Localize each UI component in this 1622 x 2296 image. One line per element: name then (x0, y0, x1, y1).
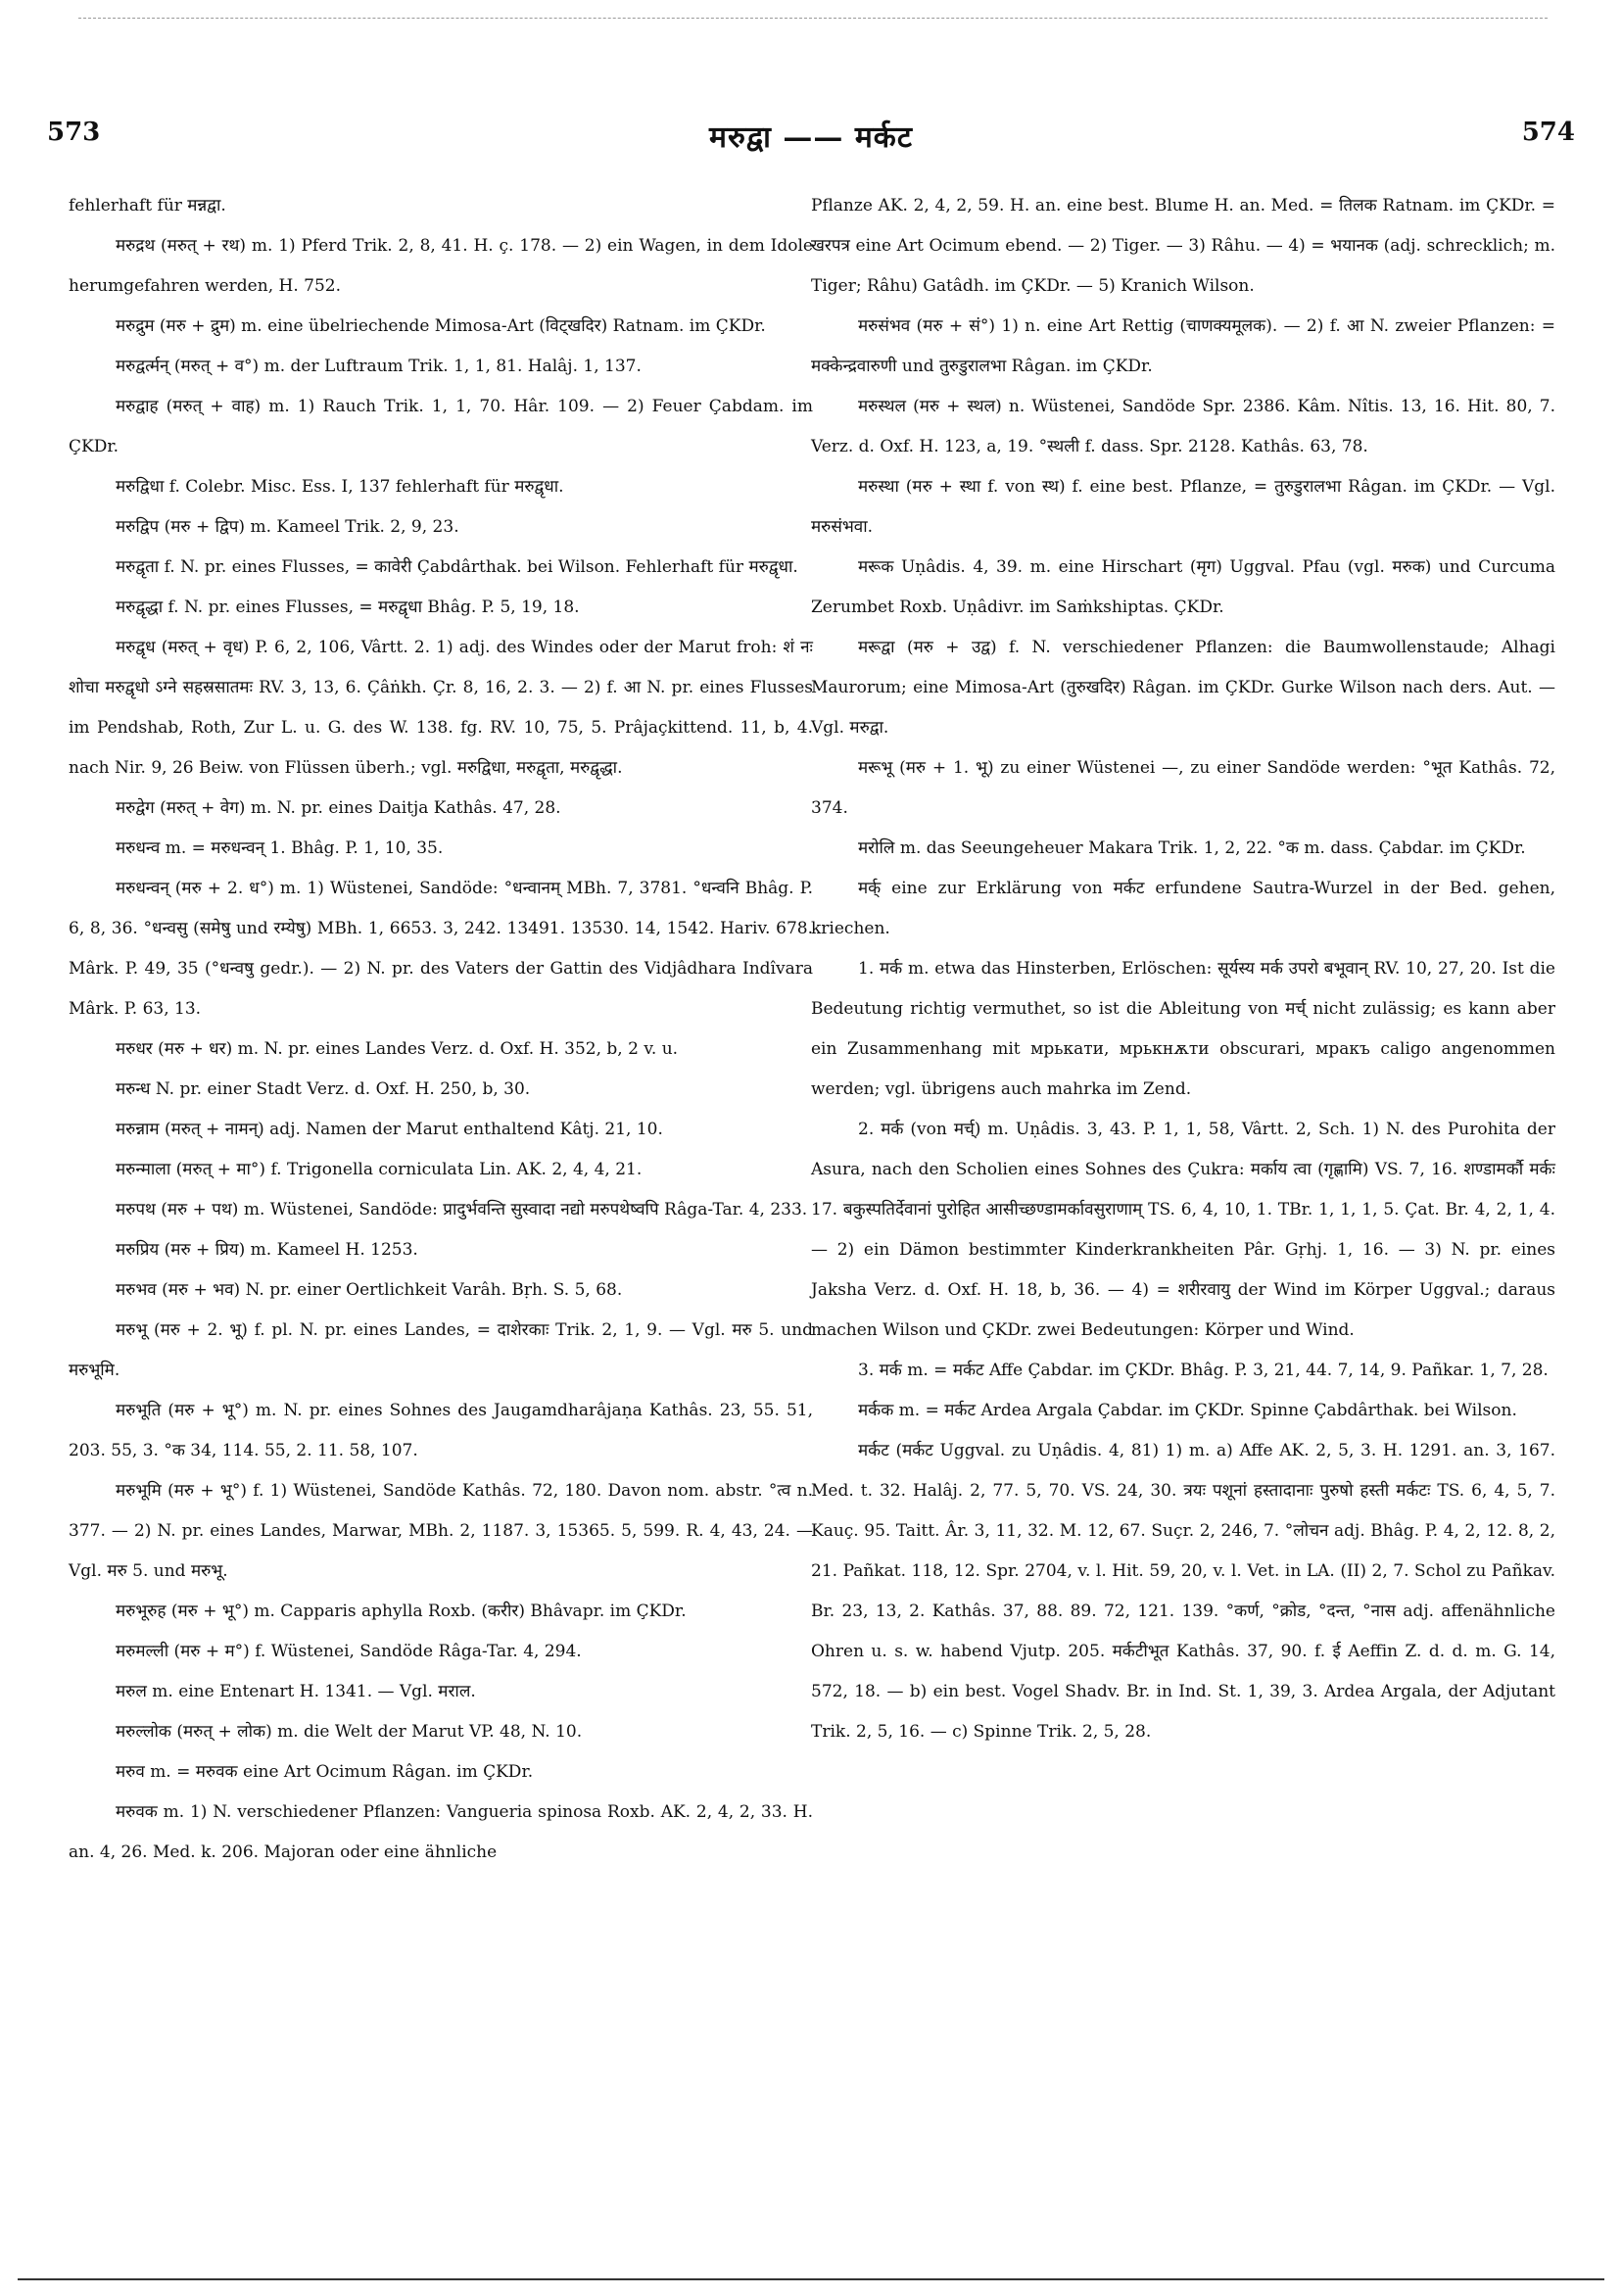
dictionary-entry: मरुधर (मरु + धर) m. N. pr. eines Landes Verz. d. Oxf. H. 352, b, 2 v. u. (116, 1039, 679, 1059)
dictionary-entry: मरुधन्व m. = मरुधन्वन् 1. Bhâg. P. 1, 10, 35. (116, 838, 444, 858)
dictionary-entry: 2. मर्क (von मर्च्) m. Uṇâdis. 3, 43. P. 1, 1, 58, Vârtt. 2, Sch. 1) N. des Purohita der Asura, nach den Scholien eines Sohnes des Çukra: मर्काय त्वा (गृह्णामि) VS. 7, 16. शण्डामर्कौ मर्कः 17. बकुस्पतिर्देवानां पुरोहित आसीच्छण्डामर्कावसुराणाम् TS. 6, 4, 10, 1. TBr. 1, 1, 1, 5. Çat. Br. 4, 2, 1, 4. — 2) ein Dämon bestimmter Kinderkrankheiten Pâr. Gṛhj. 1, 16. — 3) N. pr. eines Jaksha Verz. d. Oxf. H. 18, b, 36. — 4) = शरीरवायु der Wind im Körper Uggval.; daraus machen Wilson und ÇKDr. zwei Bedeutungen: Körper und Wind. (811, 1120, 1555, 1340)
dictionary-entry: Pflanze AK. 2, 4, 2, 59. H. an. eine best. Blume H. an. Med. = तिलक Ratnam. im ÇKDr. = खरपत्र eine Art Ocimum ebend. — 2) Tiger. — 3) Râhu. — 4) = भयानक (adj. schrecklich; m. Tiger; Râhu) Gatâdh. im ÇKDr. — 5) Kranich Wilson. (811, 196, 1555, 296)
bottom-scan-rule (18, 2278, 1604, 2280)
dictionary-entry: मरुस्था (मरु + स्था f. von स्थ) f. eine best. Pflanze, = तुरुडुरालभा Râgan. im ÇKDr. — Vgl. मरुसंभवा. (811, 477, 1555, 537)
dictionary-entry: मरुद्वृद्धा f. N. pr. eines Flusses, = मरुद्वृधा Bhâg. P. 5, 19, 18. (116, 598, 580, 617)
dictionary-entry: मरुद्रुम (मरु + द्रुम) m. eine übelriechende Mimosa-Art (विट्खदिर) Ratnam. im ÇKDr. (116, 316, 766, 336)
dictionary-entry: मरोलि m. das Seeungeheuer Makara Trik. 1, 2, 22. °क m. dass. Çabdar. im ÇKDr. (858, 838, 1526, 858)
dictionary-entry: मरुद्वृध (मरुत् + वृध) P. 6, 2, 106, Vârtt. 2. 1) adj. des Windes oder der Marut froh: शं नः शोचा मरुद्वृधो ऽग्ने सहस्रसातमः RV. 3, 13, 6. Çâṅkh. Çr. 8, 16, 2. 3. — 2) f. आ N. pr. eines Flusses im Pendshab, Roth, Zur L. u. G. des W. 138. fg. RV. 10, 75, 5. Prâjaçkittend. 11, b, 4. nach Nir. 9, 26 Beiw. von Flüssen überh.; vgl. मरुद्विधा, मरुद्वृता, मरुद्वृद्धा. (69, 638, 813, 778)
dictionary-entry: मरुमल्ली (मरु + म°) f. Wüstenei, Sandöde Râga-Tar. 4, 294. (116, 1642, 582, 1661)
dictionary-entry: मरुन्माला (मरुत् + मा°) f. Trigonella corniculata Lin. AK. 2, 4, 4, 21. (116, 1160, 643, 1179)
dictionary-entry: मरूद्वा (मरु + उद्व) f. N. verschiedener Pflanzen: die Baumwollenstaude; Alhagi Maurorum; eine Mimosa-Art (तुरुखदिर) Râgan. im ÇKDr. Gurke Wilson nach ders. Aut. — Vgl. मरुद्वा. (811, 638, 1555, 738)
dictionary-entry: मर्क् eine zur Erklärung von मर्कट erfundene Sautra-Wurzel in der Bed. gehen, kriechen. (811, 879, 1555, 938)
dictionary-entry: 1. मर्क m. etwa das Hinsterben, Erlöschen: सूर्यस्य मर्क उपरो बभूवान् RV. 10, 27, 20. Ist die Bedeutung richtig vermuthet, so ist die Ableitung von मर्च् nicht zulässig; es kann aber ein Zusammenhang mit мрькати, мрькнѫти obscurari, мракъ caligo angenommen werden; vgl. übrigens auch mahrka im Zend. (811, 959, 1555, 1099)
dictionary-entry: मरुप्रिय (मरु + प्रिय) m. Kameel H. 1253. (116, 1240, 418, 1260)
dictionary-entry: मरूक Uṇâdis. 4, 39. m. eine Hirschart (मृग) Uggval. Pfau (vgl. मरुक) und Curcuma Zerumbet Roxb. Uṇâdivr. im Saṁkshiptas. ÇKDr. (811, 557, 1555, 617)
dictionary-entry: मरुसंभव (मरु + सं°) 1) n. eine Art Rettig (चाणक्यमूलक). — 2) f. आ N. zweier Pflanzen: = मक्केन्द्रवारुणी und तुरुडुरालभा Râgan. im ÇKDr. (811, 316, 1555, 376)
dictionary-entry: 3. मर्क m. = मर्कट Affe Çabdar. im ÇKDr. Bhâg. P. 3, 21, 44. 7, 14, 9. Pañkar. 1, 7, 28. (858, 1361, 1549, 1380)
page-number-right: 574 (1521, 118, 1575, 147)
right-column (811, 186, 1555, 1752)
dictionary-entry: मरुद्विप (मरु + द्विप) m. Kameel Trik. 2, 9, 23. (116, 517, 459, 537)
dictionary-entry: मरुपथ (मरु + पथ) m. Wüstenei, Sandöde: प्रादुर्भवन्ति सुस्वादा नद्यो मरुपथेष्वपि Râga-Tar. 4, 233. (116, 1200, 808, 1220)
dictionary-entry: मरुस्थल (मरु + स्थल) n. Wüstenei, Sandöde Spr. 2386. Kâm. Nîtis. 13, 16. Hit. 80, 7. Verz. d. Oxf. H. 123, a, 19. °स्थली f. dass. Spr. 2128. Kathâs. 63, 78. (811, 397, 1555, 456)
dictionary-entry: मर्कक m. = मर्कट Ardea Argala Çabdar. im ÇKDr. Spinne Çabdârthak. bei Wilson. (858, 1401, 1517, 1420)
left-column (69, 186, 813, 1873)
dictionary-entry: fehlerhaft für मन्नद्वा. (69, 196, 226, 215)
dictionary-entry: मरुद्वर्त्मन् (मरुत् + व°) m. der Luftraum Trik. 1, 1, 81. Halâj. 1, 137. (116, 357, 642, 376)
dictionary-entry: मरुवक m. 1) N. verschiedener Pflanzen: Vangueria spinosa Roxb. AK. 2, 4, 2, 33. H. an. 4, 26. Med. k. 206. Majoran oder eine ähnliche (69, 1802, 813, 1862)
dictionary-entry: मरुभूमि (मरु + भू°) f. 1) Wüstenei, Sandöde Kathâs. 72, 180. Davon nom. abstr. °त्व n. 377. — 2) N. pr. eines Landes, Marwar, MBh. 2, 1187. 3, 15365. 5, 599. R. 4, 43, 24. — Vgl. मरु 5. und मरुभू. (69, 1481, 813, 1581)
dictionary-entry: मरुद्वेग (मरुत् + वेग) m. N. pr. eines Daitja Kathâs. 47, 28. (116, 798, 561, 818)
dictionary-entry: मरुभूरुह (मरु + भू°) m. Capparis aphylla Roxb. (करीर) Bhâvapr. im ÇKDr. (116, 1602, 687, 1621)
dictionary-entry: मर्कट (मर्कट Uggval. zu Uṇâdis. 4, 81) 1) m. a) Affe AK. 2, 5, 3. H. 1291. an. 3, 167. Med. t. 32. Halâj. 2, 77. 5, 70. VS. 24, 30. त्रयः पशूनां हस्तादानाः पुरुषो हस्ती मर्कटः TS. 6, 4, 5, 7. Kauç. 95. Taitt. Âr. 3, 11, 32. M. 12, 67. Suçr. 2, 246, 7. °लोचन adj. Bhâg. P. 4, 2, 12. 8, 2, 21. Pañkat. 118, 12. Spr. 2704, v. l. Hit. 59, 20, v. l. Vet. in LA. (II) 2, 7. Schol zu Pañkav. Br. 23, 13, 2. Kathâs. 37, 88. 89. 72, 121. 139. °कर्ण, °क्रोड, °दन्त, °नास adj. affenähnliche Ohren u. s. w. habend Vjutp. 205. मर्कटीभूत Kathâs. 37, 90. f. ई Aeffin Z. d. d. m. G. 14, 572, 18. — b) ein best. Vogel Shadv. Br. in Ind. St. 1, 39, 3. Ardea Argala, der Adjutant Trik. 2, 5, 16. — c) Spinne Trik. 2, 5, 28. (811, 1441, 1555, 1742)
dictionary-entry: मरुद्रथ (मरुत् + रथ) m. 1) Pferd Trik. 2, 8, 41. H. ç. 178. — 2) ein Wagen, in dem Idole herumgefahren werden, H. 752. (69, 236, 813, 296)
dictionary-entry: मरुन्ध N. pr. einer Stadt Verz. d. Oxf. H. 250, b, 30. (116, 1079, 531, 1099)
page-header (47, 118, 1575, 167)
dictionary-entry: मरुव m. = मरुवक eine Art Ocimum Râgan. im ÇKDr. (116, 1762, 534, 1782)
dictionary-entry: मरुभूति (मरु + भू°) m. N. pr. eines Sohnes des Jaugamdharâjaṇa Kathâs. 23, 55. 51, 203. 55, 3. °क 34, 114. 55, 2. 11. 58, 107. (69, 1401, 813, 1460)
dictionary-entry: मरुल्लोक (मरुत् + लोक) m. die Welt der Marut VP. 48, N. 10. (116, 1722, 583, 1742)
dictionary-entry: मरुभू (मरु + 2. भू) f. pl. N. pr. eines Landes, = दाशेरकाः Trik. 2, 1, 9. — Vgl. मरु 5. und मरुभूमि. (69, 1320, 813, 1380)
dictionary-entry: मरुद्वृता f. N. pr. eines Flusses, = कावेरी Çabdârthak. bei Wilson. Fehlerhaft für मरुद्वृधा. (116, 557, 798, 577)
dictionary-entry: मरुल m. eine Entenart H. 1341. — Vgl. मराल. (116, 1682, 476, 1701)
dictionary-entry: मरुन्नाम (मरुत् + नामन्) adj. Namen der Marut enthaltend Kâtj. 21, 10. (116, 1120, 663, 1139)
page-number-left: 573 (47, 118, 101, 147)
running-head: मरुद्वा —— मर्कट (709, 120, 913, 155)
dictionary-entry: मरुधन्वन् (मरु + 2. ध°) m. 1) Wüstenei, Sandöde: °धन्वानम् MBh. 7, 3781. °धन्वनि Bhâg. P. 6, 8, 36. °धन्वसु (समेषु und रम्येषु) MBh. 1, 6653. 3, 242. 13491. 13530. 14, 1542. Hariv. 678. Mârk. P. 49, 35 (°धन्वषु gedr.). — 2) N. pr. des Vaters der Gattin des Vidjâdhara Indîvara Mârk. P. 63, 13. (69, 879, 813, 1019)
dictionary-entry: मरुद्विधा f. Colebr. Misc. Ess. I, 137 fehlerhaft für मरुद्वृधा. (116, 477, 564, 497)
dictionary-entry: मरूभू (मरु + 1. भू) zu einer Wüstenei —, zu einer Sandöde werden: °भूत Kathâs. 72, 374. (811, 758, 1555, 818)
dictionary-entry: मरुभव (मरु + भव) N. pr. einer Oertlichkeit Varâh. Bṛh. S. 5, 68. (116, 1280, 623, 1300)
top-scan-rule (78, 18, 1548, 19)
dictionary-entry: मरुद्वाह (मरुत् + वाह) m. 1) Rauch Trik. 1, 1, 70. Hâr. 109. — 2) Feuer Çabdam. im ÇKDr. (69, 397, 813, 456)
